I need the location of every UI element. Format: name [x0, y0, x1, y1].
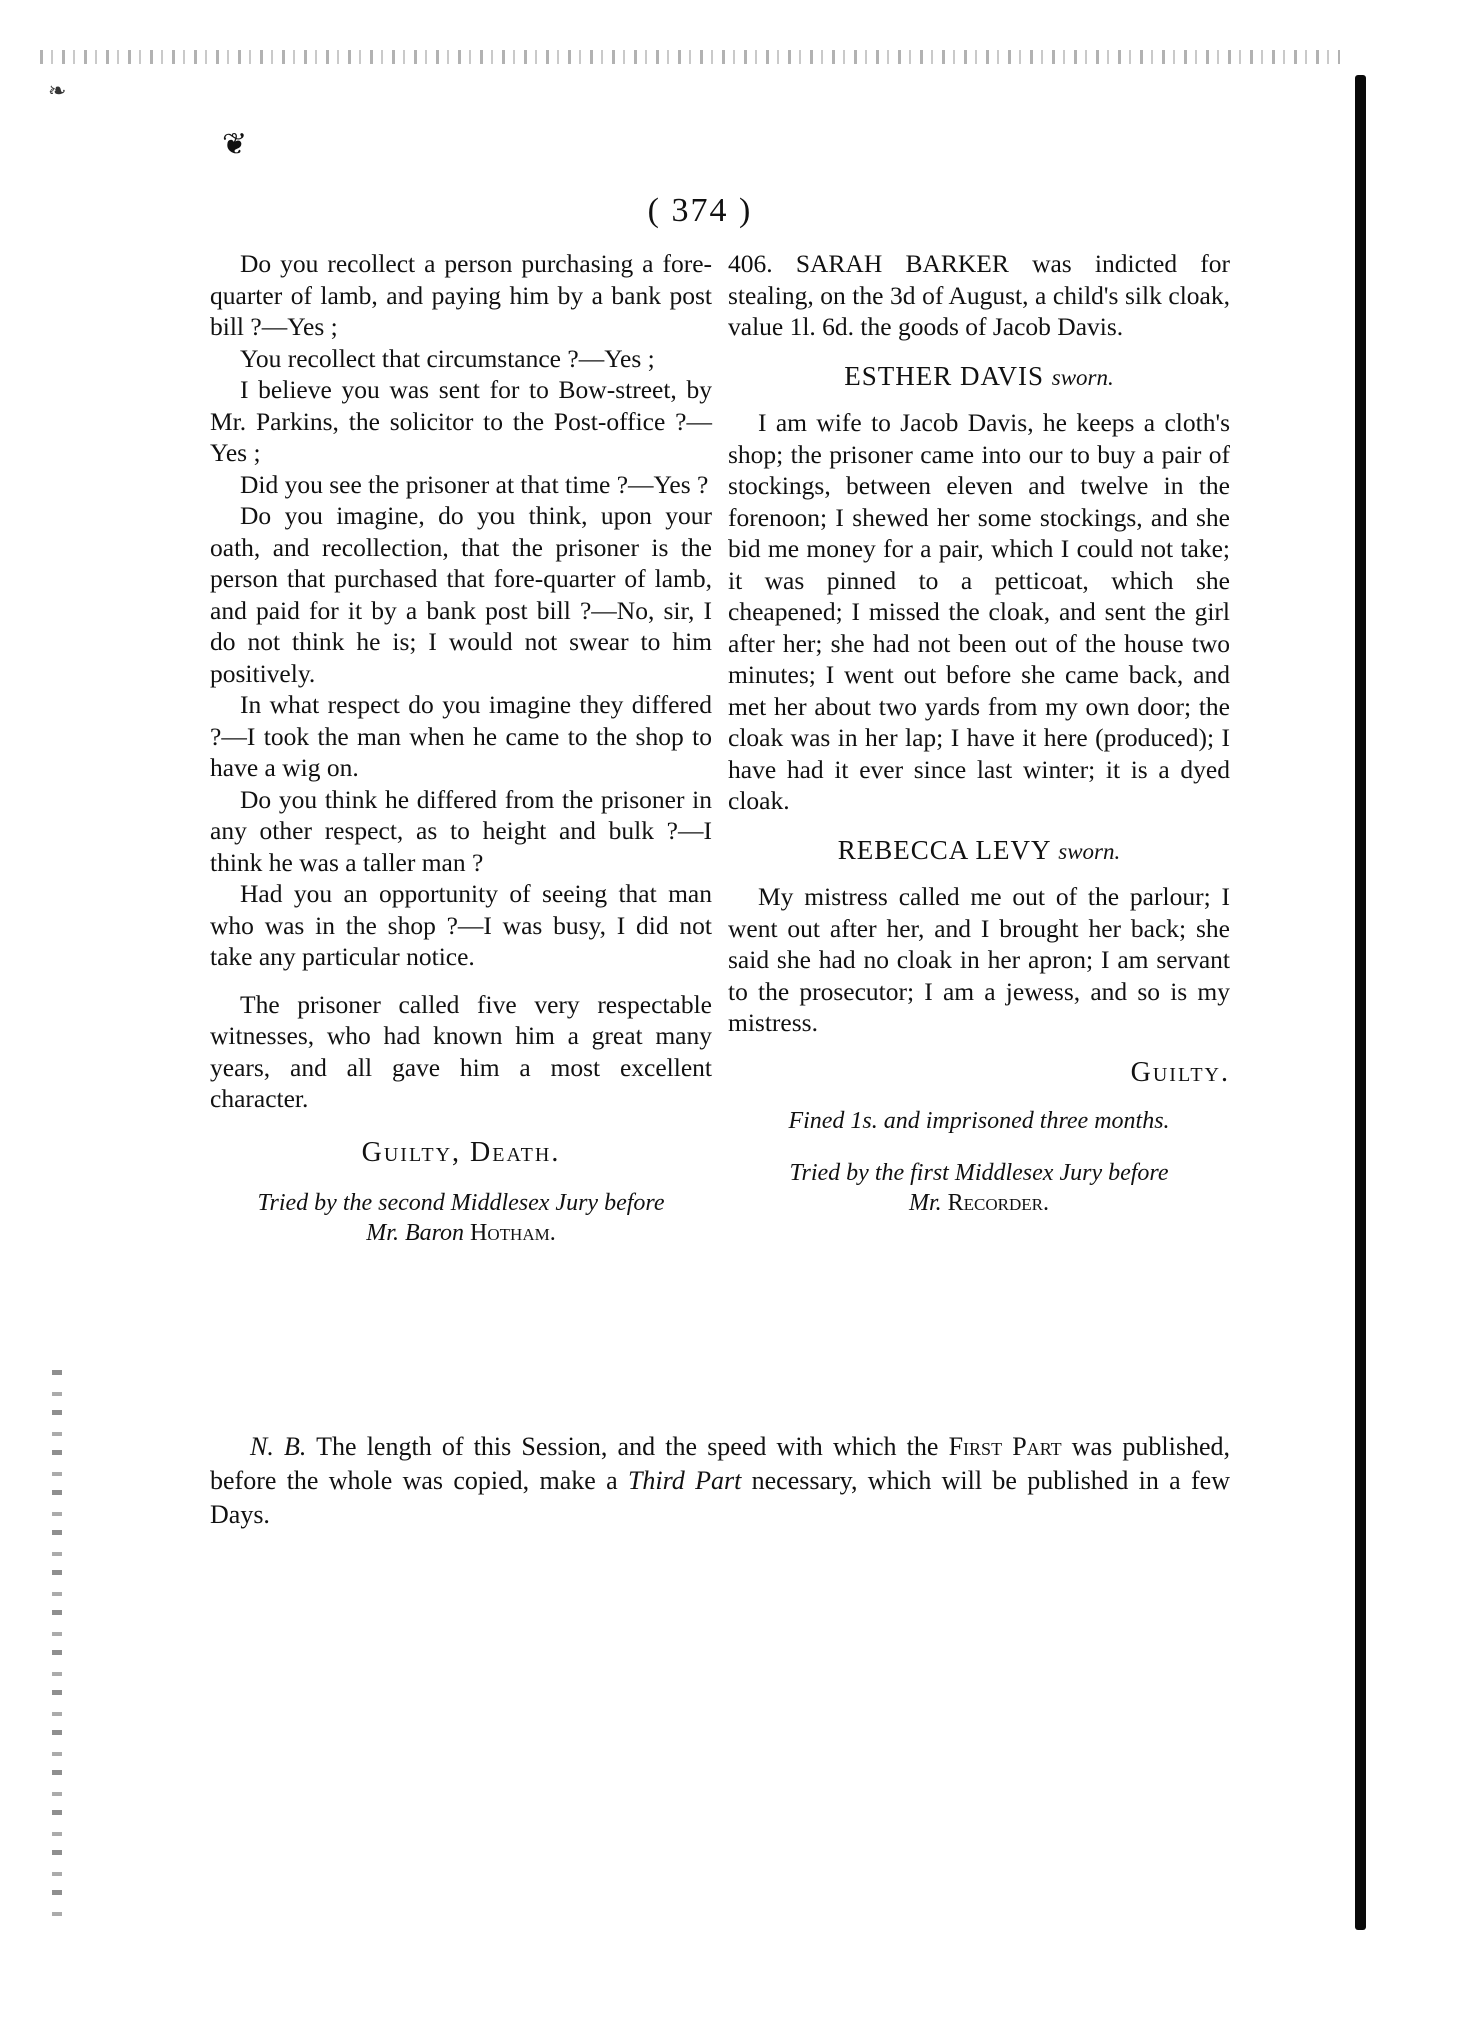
witness-testimony: I am wife to Jacob Davis, he keeps a cloth's shop; the prisoner came into our to buy a pair of stockings, between eleven and twelve in the forenoon; I shewed her some stockings, and she bid me money for a pair, which I could not take; it was pinned to a petticoat, which she cheapened; I missed the cloak, and sent the girl after her; she had not been out of the house two minutes; I went out before she came back, and met her about two yards from my own door; the cloak was in her lap; I have it here (produced); I have had it ever since last winter; it is a dyed cloak.	[728, 408, 1230, 815]
witness-heading	[728, 835, 1230, 868]
right-column	[728, 248, 1230, 1218]
nota-bene	[210, 1430, 1230, 1532]
witness-testimony: My mistress called me out of the parlour; I went out after her, and I brought her back; she said she had no cloak in her apron; I am servant to the prosecutor; I am a jewess, and so is my mistress.	[728, 882, 1230, 1037]
ornament-icon: ❦	[222, 128, 248, 161]
judge-name: Hotham.	[470, 1220, 556, 1246]
binding-edge-bar	[1355, 75, 1366, 1930]
nb-text: necessary, which will be published in a few Days.	[210, 1466, 1231, 1529]
left-paragraph: You recollect that circumstance ?—Yes ;	[240, 343, 655, 373]
verdict-left: Guilty, Death.	[361, 1136, 561, 1168]
corner-speck: ❧	[48, 78, 67, 103]
nb-third-part: Third Part	[627, 1466, 742, 1495]
sentence: Fined 1s. and imprisoned three months.	[788, 1108, 1170, 1134]
left-paragraph: Did you see the prisoner at that time ?—Yes ?	[240, 469, 709, 499]
nb-text: was published, before the whole was copied, make a	[210, 1432, 1230, 1495]
margin-marks	[52, 1370, 62, 1930]
judge-name: Recorder.	[947, 1189, 1050, 1216]
witness-name: REBECCA LEVY	[837, 834, 1051, 865]
jury-judge-line	[728, 1188, 1230, 1218]
jury-note-right	[728, 1158, 1230, 1218]
left-paragraph: Do you recollect a person purchasing a fore-quarter of lamb, and paying him by a bank post bill ?—Yes ;	[210, 249, 712, 341]
witness-name: ESTHER DAVIS	[844, 360, 1045, 391]
left-paragraph: Do you imagine, do you think, upon your oath, and recollection, that the prisoner is the person that purchased that fore-quarter of lamb, and paid for it by a bank post bill ?—No, sir, I do not think he is; I would not swear to him positively.	[210, 501, 712, 688]
scan-edge-noise	[40, 50, 1340, 64]
jury-line: Tried by the first Middlesex Jury before	[789, 1159, 1169, 1186]
verdict-right: Guilty.	[1130, 1056, 1230, 1088]
left-paragraph: Had you an opportunity of seeing that man who was in the shop ?—I was busy, I did not take any particular notice.	[210, 879, 712, 971]
left-paragraph: In what respect do you imagine they differed ?—I took the man when he came to the shop to have a wig on.	[210, 690, 712, 782]
page-number: ( 374 )	[647, 192, 753, 229]
judge-title: Mr.	[908, 1189, 942, 1216]
left-paragraph: I believe you was sent for to Bow-street, by Mr. Parkins, the solicitor to the Post-office ?—Yes ;	[210, 375, 712, 467]
jury-judge-line	[210, 1218, 712, 1248]
nb-label: N. B.	[250, 1432, 307, 1461]
case-intro: 406. SARAH BARKER was indicted for stealing, on the 3d of August, a child's silk cloak, value 1l. 6d. the goods of Jacob Davis.	[728, 249, 1230, 341]
jury-line: Tried by the second Middlesex Jury before	[257, 1190, 665, 1216]
left-column	[210, 248, 712, 1248]
witness-heading	[728, 361, 1230, 394]
sworn-label: sworn.	[1051, 364, 1114, 390]
sworn-label: sworn.	[1058, 838, 1121, 864]
nb-text: The length of this Session, and the speed with which the	[316, 1432, 939, 1461]
judge-title: Mr. Baron	[366, 1220, 465, 1246]
character-witness-note: The prisoner called five very respectable witnesses, who had known him a great many years, and all gave him a most excellent character.	[210, 989, 712, 1113]
left-paragraph: Do you think he differed from the prisoner in any other respect, as to height and bulk ?—I think he was a taller man ?	[210, 784, 712, 877]
jury-note-left	[210, 1188, 712, 1248]
nb-first-part: First Part	[948, 1432, 1062, 1461]
